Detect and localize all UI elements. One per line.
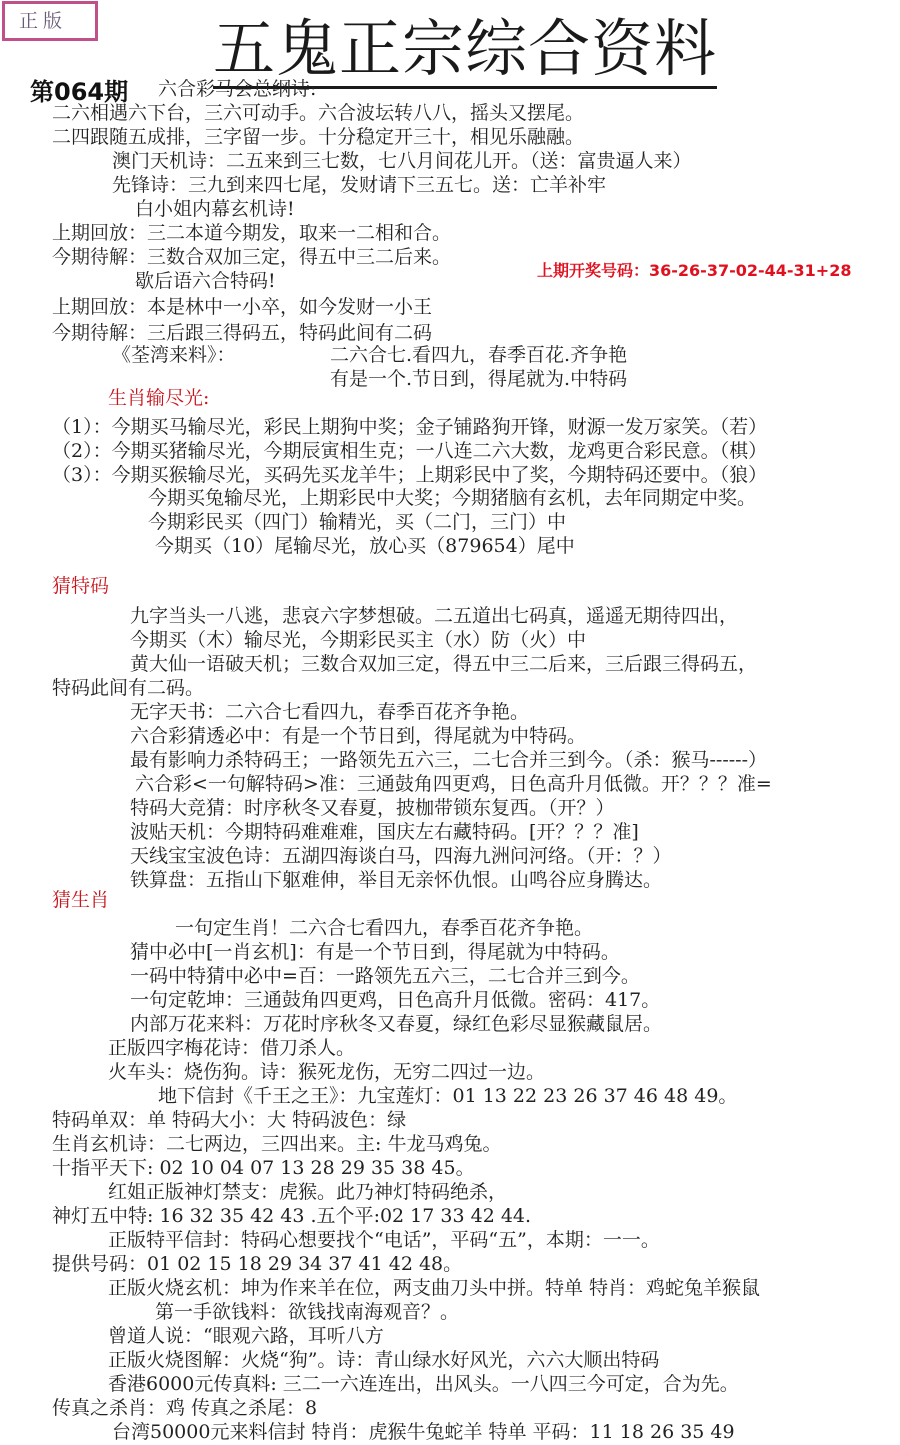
text-line: 六合彩马会总纲诗: xyxy=(158,78,317,100)
text-line: 铁算盘：五指山下躯难伸，举目无亲怀仇恨。山鸣谷应身腾达。 xyxy=(130,869,663,891)
page-title: 五鬼正宗综合资料 xyxy=(213,14,717,89)
text-line: 正版特平信封：特码心想要找个“电话”，平码“五”，本期：一一。 xyxy=(108,1229,660,1251)
text-line: 六合彩<一句解特码>准：三通鼓角四更鸡，日色高升月低微。开？？？准= xyxy=(135,773,772,795)
text-line: 正版四字梅花诗：借刀杀人。 xyxy=(108,1037,356,1059)
text-line: 澳门天机诗：二五来到三七数，七八月间花儿开。（送：富贵逼人来） xyxy=(112,150,692,172)
text-line: 黄大仙一语破天机；三数合双加三定，得五中三二后来，三后跟三得码五， xyxy=(130,653,758,675)
text-line: 传真之杀肖：鸡 传真之杀尾：8 xyxy=(52,1397,318,1419)
text-line: 二四跟随五成排，三字留一步。十分稳定开三十，相见乐融融。 xyxy=(52,126,585,148)
text-line: 九字当头一八逃，悲哀六字梦想破。二五道出七码真，遥遥无期待四出， xyxy=(130,605,739,627)
text-line: 上期回放：本是林中一小卒，如今发财一小王 xyxy=(52,296,433,318)
text-line: 今期买（10）尾输尽光，放心买（879654）尾中 xyxy=(155,535,575,557)
text-line: 歇后语六合特码! xyxy=(135,270,276,292)
text-line: 一句定乾坤：三通鼓角四更鸡，日色高升月低微。密码：417。 xyxy=(130,989,661,1011)
text-line: 一码中特猜中必中=百：一路领先五六三，二七合并三到今。 xyxy=(130,965,640,987)
text-line: 特码此间有二码。 xyxy=(52,677,205,699)
text-line: 今期买（木）输尽光，今期彩民买主（水）防（火）中 xyxy=(130,629,587,651)
text-line: 生肖玄机诗：二七两边，三四出来。主: 牛龙马鸡兔。 xyxy=(52,1133,502,1155)
text-line: 十指平天下: 02 10 04 07 13 28 29 35 38 45。 xyxy=(52,1157,475,1179)
text-line: （3）：今期买猴输尽光，买码先买龙羊牛；上期彩民中了奖，今期特码还要中。（狼） xyxy=(52,464,768,486)
text-line: 特码大竞猜：时序秋冬又春夏，披枷带锁东复西。（开？） xyxy=(130,797,615,819)
text-line: 六合彩猜透必中：有是一个节日到，得尾就为中特码。 xyxy=(130,725,587,747)
text-line: 正版火烧图解：火烧“狗”。诗：青山绿水好风光，六六大顺出特码 xyxy=(108,1349,660,1371)
section-heading: 猜生肖 xyxy=(52,889,110,911)
text-line: 猜中必中[一肖玄机]：有是一个节日到，得尾就为中特码。 xyxy=(130,941,620,963)
text-line: 二六相遇六下台，三六可动手。六合波坛转八八，摇头又摆尾。 xyxy=(52,102,585,124)
text-line: 地下信封《千王之王》：九宝莲灯：01 13 22 23 26 37 46 48 49。 xyxy=(158,1085,738,1107)
text-line: 提供号码：01 02 15 18 29 34 37 41 42 48。 xyxy=(52,1253,463,1275)
text-line: 内部万花来料：万花时序秋冬又春夏，绿红色彩尽显猴藏鼠居。 xyxy=(130,1013,663,1035)
text-line: 曾道人说：“眼观六路，耳听八方 xyxy=(108,1325,384,1347)
text-line: 第一手欲钱料：欲钱找南海观音？。 xyxy=(155,1301,460,1323)
text-line: 今期待解：三数合双加三定，得五中三二后来。 xyxy=(52,246,452,268)
text-line: 二六合七.看四九，春季百花.齐争艳 xyxy=(330,344,628,366)
text-line: 火车头：烧伤狗。诗：猴死龙伤，无穷二四过一边。 xyxy=(108,1061,546,1083)
text-line: 正版火烧玄机：坤为作来羊在位，两支曲刀头中拼。特单 特肖：鸡蛇兔羊猴鼠 xyxy=(108,1277,761,1299)
text-line: 上期回放：三二本道今期发，取来一二相和合。 xyxy=(52,222,452,244)
text-line: 白小姐内幕玄机诗! xyxy=(135,198,295,220)
text-line: 台湾50000元来料信封 特肖：虎猴牛兔蛇羊 特单 平码：11 18 26 35 49 xyxy=(112,1421,735,1443)
text-line: 香港6000元传真料: 三二一六连连出，出风头。一八四三今可定，合为先。 xyxy=(108,1373,739,1395)
official-edition-badge: 正版 xyxy=(2,1,98,41)
text-line: （2）：今期买猪输尽光，今期辰寅相生克；一八连二六大数，龙鸡更合彩民意。（棋） xyxy=(52,440,768,462)
text-line: 一句定生肖！二六合七看四九，春季百花齐争艳。 xyxy=(175,917,594,939)
text-line: （1）：今期买马输尽光，彩民上期狗中奖；金子铺路狗开锋，财源一发万家笑。（若） xyxy=(52,416,768,438)
text-line: 先锋诗：三九到来四七尾，发财请下三五七。送：亡羊补牢 xyxy=(112,174,607,196)
text-line: 《荃湾来料》： xyxy=(112,344,236,366)
text-line: 今期买兔输尽光，上期彩民中大奖；今期猪脑有玄机，去年同期定中奖。 xyxy=(148,487,757,509)
text-line: 红姐正版神灯禁支：虎猴。此乃神灯特码绝杀， xyxy=(108,1181,508,1203)
text-line: 天线宝宝波色诗：五湖四海谈白马，四海九洲问河络。（开：？） xyxy=(130,845,672,867)
section-heading: 生肖输尽光: xyxy=(108,387,210,409)
text-line: 特码单双：单 特码大小：大 特码波色：绿 xyxy=(52,1109,407,1131)
text-line: 今期彩民买（四门）输精光，买（二门，三门）中 xyxy=(148,511,567,533)
last-draw-numbers: 上期开奖号码：36-26-37-02-44-31+28 xyxy=(537,261,852,280)
text-line: 有是一个.节日到，得尾就为.中特码 xyxy=(330,368,628,390)
text-line: 今期待解：三后跟三得码五，特码此间有二码 xyxy=(52,322,433,344)
issue-number: 第064期 xyxy=(30,78,129,106)
text-line: 最有影响力杀特码王；一路领先五六三，二七合并三到今。（杀：猴马------） xyxy=(130,749,768,771)
text-line: 无字天书：二六合七看四九，春季百花齐争艳。 xyxy=(130,701,530,723)
text-line: 波贴天机：今期特码难难难，国庆左右藏特码。[开？？？准] xyxy=(130,821,639,843)
section-heading: 猜特码 xyxy=(52,575,110,597)
text-line: 神灯五中特: 16 32 35 42 43 .五个平:02 17 33 42 44. xyxy=(52,1205,532,1227)
